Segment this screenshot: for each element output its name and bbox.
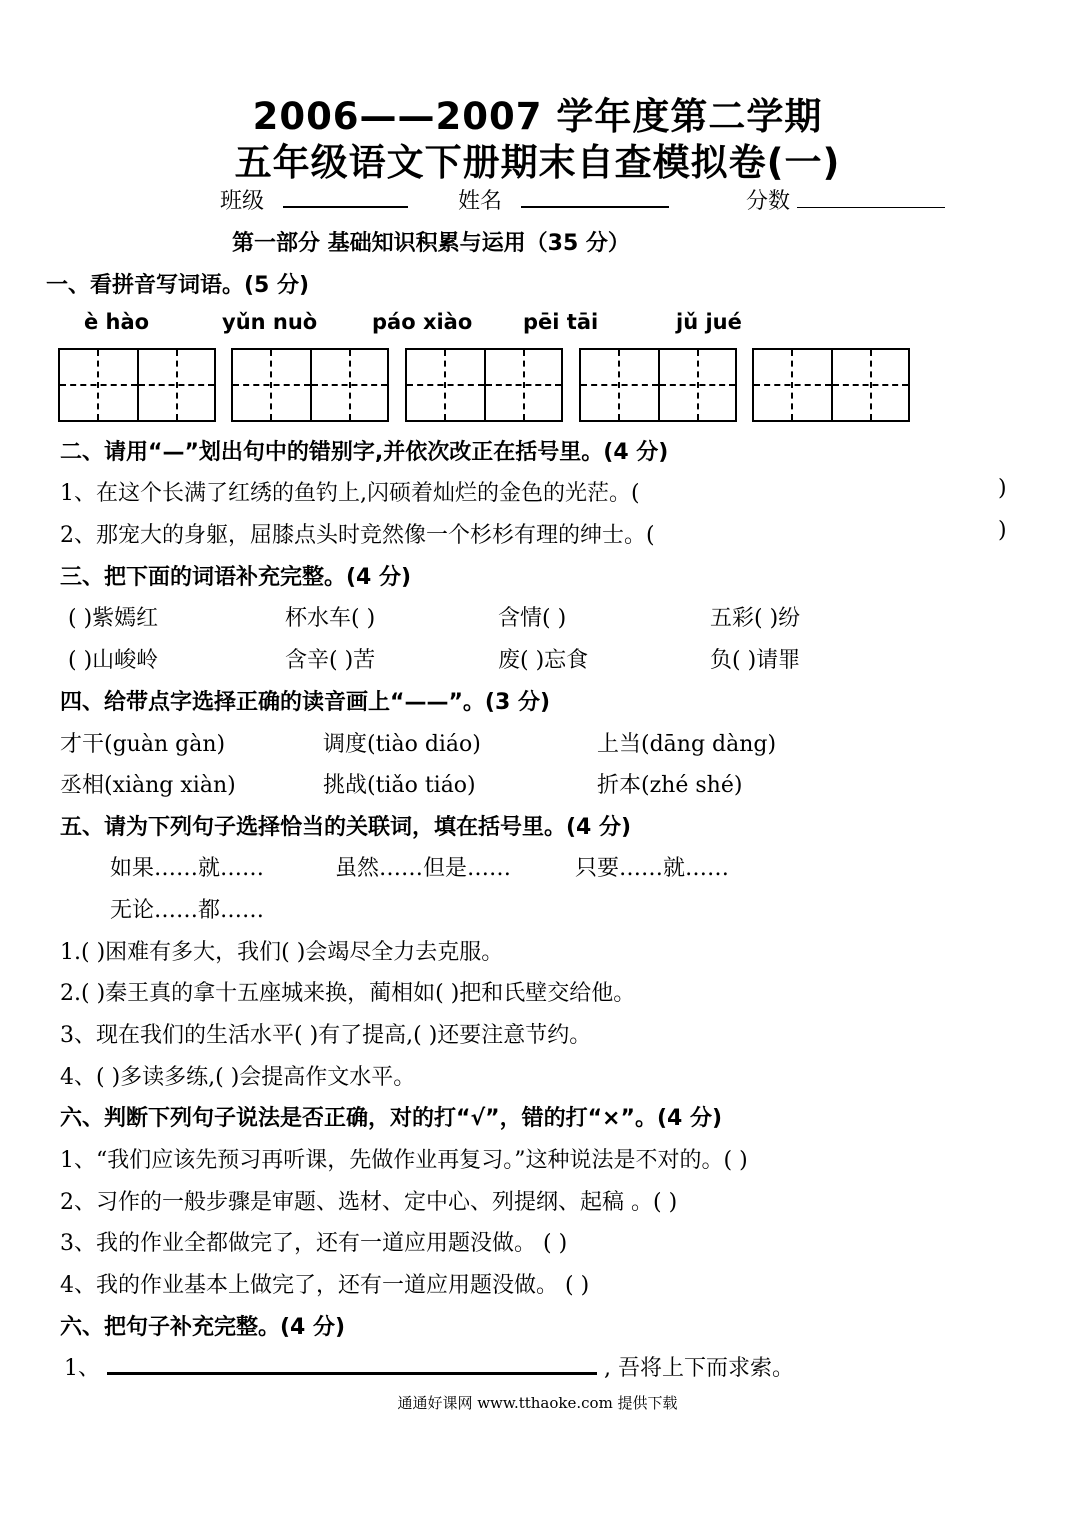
page-footer: 通通好课网 www.tthaoke.com 提供下载 [397,1394,678,1412]
grid-cell[interactable] [310,350,387,420]
s4-item: 折本(zhé shé) [597,773,743,798]
writing-grid-4[interactable] [579,348,737,422]
s3-item: ( )紫嫣红 [68,606,159,631]
grid-cell[interactable] [581,350,658,420]
section2-title: 二、请用“—”划出句中的错别字,并依次改正在括号里。(4 分) [60,440,669,465]
section7-title: 六、把句子补充完整。(4 分) [60,1315,346,1340]
class-field[interactable] [220,184,408,215]
s3-item: ( )山峻岭 [68,648,159,673]
s4-item: 挑战(tiǎo tiáo) [323,773,476,798]
s5-question-3: 3、现在我们的生活水平( )有了提高,( )还要注意节约。 [60,1023,592,1048]
s5-option: 只要……就…… [575,856,730,881]
s5-question-4: 4、( )多读多练,( )会提高作文水平。 [60,1065,416,1090]
s2-question-2: 2、那宠大的身躯，屈膝点头时竞然像一个杉杉有理的绅士。( [60,523,655,548]
score-field[interactable] [746,184,945,215]
s4-item: 调度(tiào diáo) [323,732,481,757]
s3-item: 负( )请罪 [710,648,801,673]
section3-title: 三、把下面的词语补充完整。(4 分) [60,565,412,590]
grid-cell[interactable] [233,350,310,420]
score-blank[interactable] [797,187,945,208]
s5-question-1: 1.( )困难有多大，我们( )会竭尽全力去克服。 [60,940,504,965]
s3-item: 杯水车( ) [285,606,376,631]
grid-cell[interactable] [754,350,831,420]
exam-title-line2: 五年级语文下册期末自查模拟卷(一) [234,141,841,184]
part1-title: 第一部分 基础知识积累与运用（35 分） [232,231,630,256]
s3-item: 含辛( )苦 [285,648,376,673]
grid-cell[interactable] [831,350,908,420]
s3-item: 含情( ) [498,606,567,631]
writing-grid-2[interactable] [231,348,389,422]
writing-grid-1[interactable] [58,348,216,422]
grid-cell[interactable] [60,350,137,420]
s3-item: 废( )忘食 [498,648,589,673]
s2-question-1: 1、在这个长满了红绣的鱼钓上,闪硕着灿烂的金色的光茫。( [60,481,640,506]
pinyin-2: yǔn nuò [222,310,318,334]
section4-title: 四、给带点字选择正确的读音画上“——”。(3 分) [60,690,550,715]
writing-grid-5[interactable] [752,348,910,422]
score-label: 分数 [746,189,791,214]
s6-question-3: 3、我的作业全都做完了，还有一道应用题没做。 ( ) [60,1231,568,1256]
class-blank[interactable] [283,186,408,208]
name-field[interactable] [458,184,669,215]
grid-cell[interactable] [407,350,484,420]
s6-question-1: 1、“我们应该先预习再听课，先做作业再复习。”这种说法是不对的。( ) [60,1148,748,1173]
s7-question-1-tail: , 吾将上下而求索。 [604,1356,794,1381]
s4-item: 上当(dāng dàng) [597,732,777,757]
s2-question-1-close: ) [998,476,1007,501]
s5-option: 如果……就…… [110,856,265,881]
exam-title-line1: 2006——2007 学年度第二学期 [252,95,823,138]
grid-cell[interactable] [484,350,561,420]
s3-item: 五彩( )纷 [710,606,801,631]
name-label: 姓名 [458,189,503,214]
writing-grid-3[interactable] [405,348,563,422]
s5-option: 虽然……但是…… [335,856,512,881]
s7-question-1 [64,1351,794,1382]
s2-question-2-close: ) [998,518,1007,543]
s5-question-2: 2.( )秦王真的拿十五座城来换，蔺相如( )把和氏壁交给他。 [60,981,636,1006]
section1-title: 一、看拼音写词语。(5 分) [46,273,310,298]
s7-question-1-blank[interactable] [107,1354,597,1375]
s6-question-4: 4、我的作业基本上做完了，还有一道应用题没做。 ( ) [60,1273,590,1298]
pinyin-5: jǔ jué [676,310,742,334]
s6-question-2: 2、习作的一般步骤是审题、选材、定中心、列提纲、起稿 。( ) [60,1190,678,1215]
s5-option: 无论……都…… [110,898,265,923]
section5-title: 五、请为下列句子选择恰当的关联词，填在括号里。(4 分) [60,815,632,840]
s4-item: 才干(guàn gàn) [60,732,226,757]
pinyin-1: è hào [84,310,150,334]
pinyin-4: pēi tāi [523,310,599,334]
grid-cell[interactable] [137,350,214,420]
s4-item: 丞相(xiàng xiàn) [60,773,236,798]
class-label: 班级 [220,189,265,214]
section6-title: 六、判断下列句子说法是否正确，对的打“√”，错的打“×”。(4 分) [60,1106,723,1131]
s7-question-1-number: 1、 [64,1356,100,1381]
pinyin-3: páo xiào [372,310,473,334]
grid-cell[interactable] [658,350,735,420]
name-blank[interactable] [521,186,669,208]
